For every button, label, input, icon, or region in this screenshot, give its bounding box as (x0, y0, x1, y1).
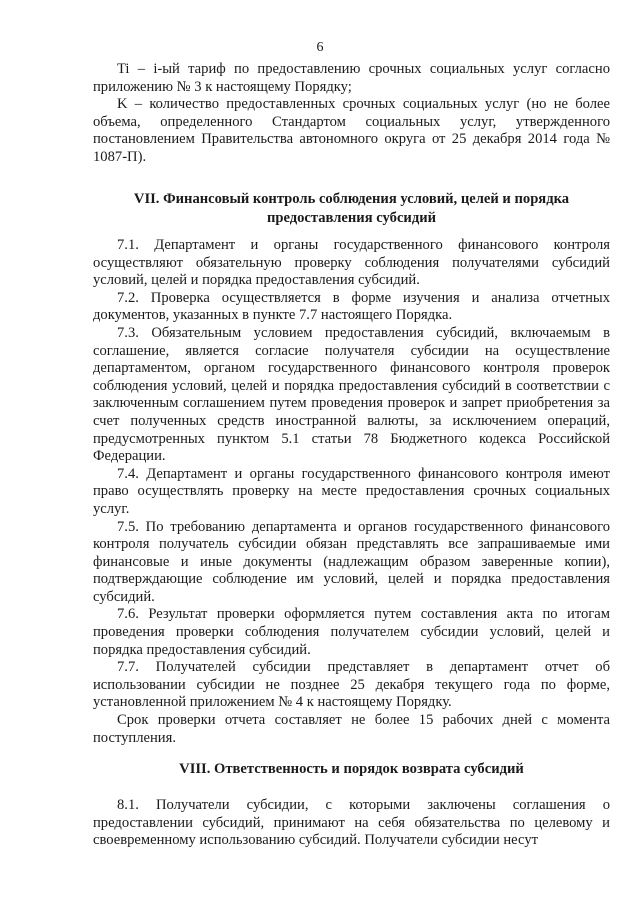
page-number: 6 (316, 40, 324, 55)
paragraph-7-1: 7.1. Департамент и органы государственного финансового контроля осуществляют обязательную проверку соблюдения получателями субсидий условий, целей и порядка предоставления субсидий. (93, 237, 610, 289)
section-7-title: VII. Финансовый контроль соблюдения условий, целей и порядка предоставления субсидий (133, 191, 570, 226)
paragraph-7-5: 7.5. По требованию департамента и органов государственного финансового контроля получатель субсидии обязан представлять все запрашиваемые ими финансовые и иные документы (надлежащим образом заверенные копии), подтверждающие соблюдение им условий, целей и порядка предоставления субсидий. (93, 518, 610, 605)
intro-block (93, 61, 610, 167)
paragraph-7-2: 7.2. Проверка осуществляется в форме изучения и анализа отчетных документов, указанных в пункте 7.7 настоящего Порядка. (93, 289, 610, 324)
section-7-body (93, 237, 610, 747)
paragraph-7-3: 7.3. Обязательным условием предоставления субсидий, включаемым в соглашение, является согласие получателя субсидии на осуществление департаментом, органом государственного финансового контроля проверок соблюдения условий, целей и порядка предоставления субсидий в соответствии с заключенным соглашением путем проведения проверок и запрет приобретения за счет полученных средств иностранной валюты, за исключением операций, предусмотренных пунктом 5.1 статьи 78 Бюджетного кодекса Российской Федерации. (93, 324, 610, 465)
paragraph-quantity: K – количество предоставленных срочных социальных услуг (но не более объема, определенного Стандартом социальных услуг, утвержденного постановлением Правительства автономного округа от 25 декабря 2014 года № 1087-П). (93, 96, 610, 165)
paragraph-tariff: Ti – i-ый тариф по предоставлению срочных социальных услуг согласно приложению № 3 к настоящему Порядку; (93, 61, 610, 95)
paragraph-7-4: 7.4. Департамент и органы государственного финансового контроля имеют право осуществлять проверку на месте предоставления срочных социальных услуг. (93, 465, 610, 517)
section-8-title: VIII. Ответственность и порядок возврата субсидий (179, 761, 524, 777)
paragraph-7-6: 7.6. Результат проверки оформляется путем составления акта по итогам проведения проверки соблюдения получателем субсидии условий, целей и порядка предоставления субсидий. (93, 606, 610, 658)
paragraph-8-1: 8.1. Получатели субсидии, с которыми заключены соглашения о предоставлении субсидий, принимают на себя обязательства по целевому и своевременному использованию субсидий. Получатели субсидии несут (93, 797, 610, 849)
section-8-body (93, 797, 610, 850)
paragraph-7-7: 7.7. Получателей субсидии представляет в департамент отчет об использовании субсидии не позднее 25 декабря текущего года по форме, установленной приложением № 4 к настоящему Порядку. (93, 659, 610, 711)
paragraph-7-7-term: Срок проверки отчета составляет не более 15 рабочих дней с момента поступления. (93, 712, 610, 746)
